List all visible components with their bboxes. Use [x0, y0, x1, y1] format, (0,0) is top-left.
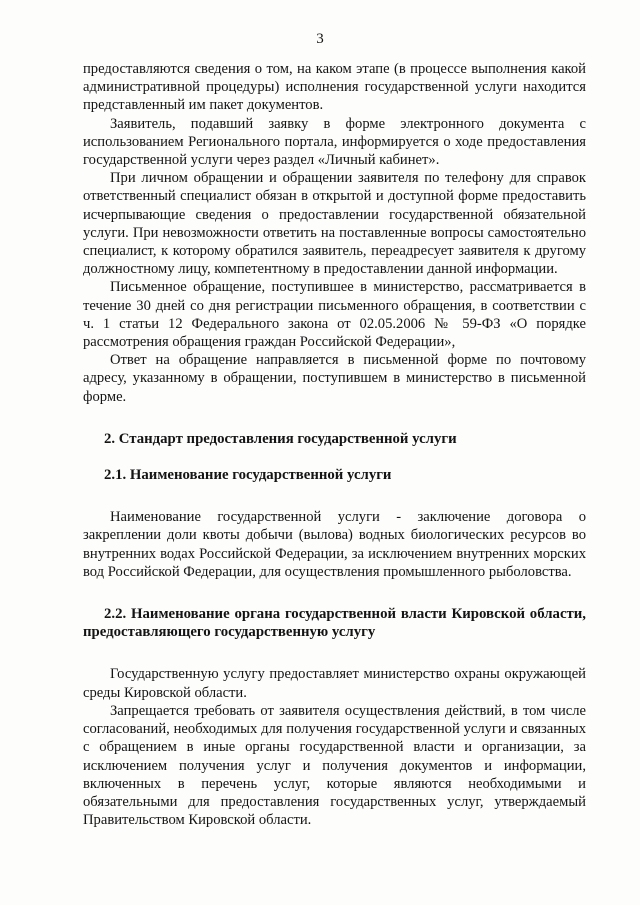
paragraph-phone-inquiry: При личном обращении и обращении заявителя по телефону для справок ответственный специалист обязан в открытой и доступной форме предоставить исчерпывающие сведения о предоставлении государственной обязательной услуги. При невозможности ответить на поставленные вопросы самостоятельно специалист, к которому обратился заявитель, переадресует заявителя к другому должностному лицу, компетентному в предоставлении данной информации.: [83, 170, 586, 278]
spacer: [83, 484, 586, 508]
section-2-2-heading: 2.2. Наименование органа государственной власти Кировской области, предоставляющего государственную услугу: [83, 606, 586, 641]
paragraph-personal-cabinet: Заявитель, подавший заявку в форме электронного документа с использованием Регионального портала, информируется о ходе предоставления государственной услуги через раздел «Личный кабинет».: [83, 115, 586, 169]
page-number: 3: [316, 31, 324, 47]
section-2-2-text-prohibition: Запрещается требовать от заявителя осуществления действий, в том числе согласований, необходимых для получения государственной услуги и связанных с обращением в иные органы государственной власти и организации, за исключением получения услуг и получения документов и информации, включенных в перечень услуг, которые являются необходимыми и обязательными для предоставления государственных услуг, утверждаемый Правительством Кировской области.: [83, 702, 586, 829]
spacer: [83, 581, 586, 605]
document-body: [83, 60, 586, 829]
spacer: [83, 448, 586, 466]
spacer: [83, 406, 586, 430]
paragraph-reply-by-mail: Ответ на обращение направляется в письменной форме по почтовому адресу, указанному в обращении, поступившем в министерство в письменной форме.: [83, 352, 586, 405]
section-2-1-text: Наименование государственной услуги - заключение договора о закреплении доли квоты добычи (вылова) водных биологических ресурсов во внутренних водах Российской Федерации, за исключением внутренних морских вод Российской Федерации, для осуществления промышленного рыболовства.: [83, 509, 586, 580]
spacer: [83, 641, 586, 665]
paragraph-written-appeal: Письменное обращение, поступившее в министерство, рассматривается в течение 30 дней со дня регистрации письменного обращения, в соответствии с ч. 1 статьи 12 Федерального закона от 02.05.2006 № 59-ФЗ «О порядке рассмотрения обращения граждан Российской Федерации»,: [83, 279, 586, 351]
paragraph-status-info: предоставляются сведения о том, на каком этапе (в процессе выполнения какой административной процедуры) исполнения государственной услуги находится представленный им пакет документов.: [83, 61, 586, 114]
section-2-heading: 2. Стандарт предоставления государственной услуги: [104, 430, 457, 447]
section-2-2-text-provider: Государственную услугу предоставляет министерство охраны окружающей среды Кировской области.: [83, 666, 586, 701]
section-2-1-heading: 2.1. Наименование государственной услуги: [104, 467, 392, 484]
